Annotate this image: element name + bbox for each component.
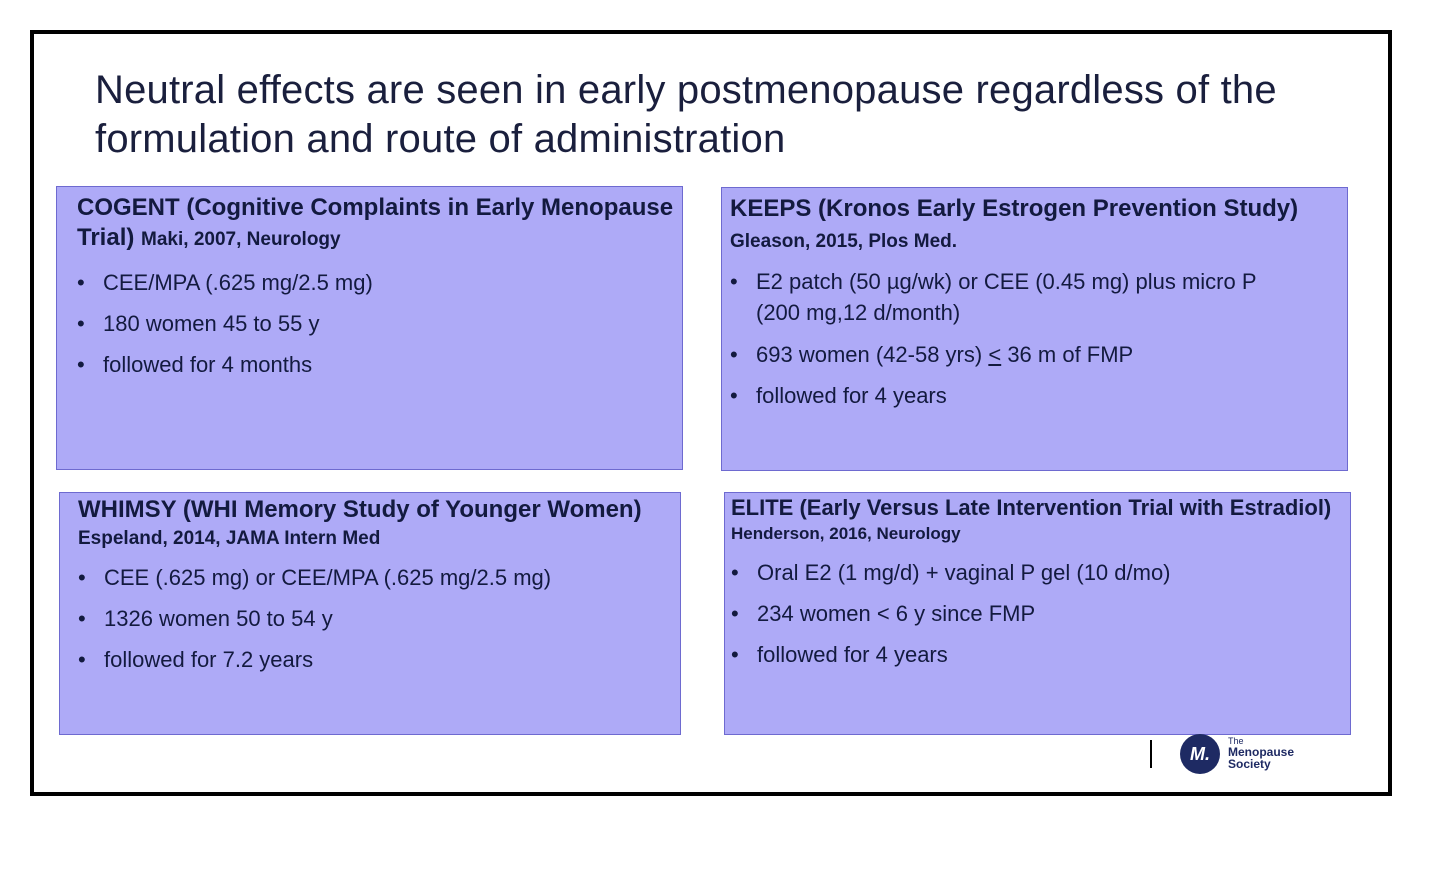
list-item: • followed for 4 months xyxy=(77,352,313,377)
logo-divider xyxy=(1150,740,1152,768)
slide-title: Neutral effects are seen in early postmenopause regardless of the formulation and route of administration xyxy=(95,68,1277,161)
study-box-keeps xyxy=(721,187,1348,471)
list-item: • followed for 4 years xyxy=(730,383,947,408)
bullet-icon: • xyxy=(77,352,85,377)
study-bullets xyxy=(731,558,1350,669)
list-item: • followed for 4 years xyxy=(731,642,948,667)
bullet-icon: • xyxy=(730,383,738,408)
bullet-icon: • xyxy=(77,311,85,336)
bullet-icon: • xyxy=(731,642,739,667)
study-reference: Gleason, 2015, Plos Med. xyxy=(730,231,958,252)
study-reference: Maki, 2007, Neurology xyxy=(141,229,341,250)
study-title: COGENT (Cognitive Complaints in Early Menopause Trial) Maki, 2007, Neurology xyxy=(77,194,674,251)
bullet-icon: • xyxy=(77,270,85,295)
bullet-icon: • xyxy=(731,601,739,626)
study-title: WHIMSY (WHI Memory Study of Younger Women) xyxy=(78,496,642,523)
study-title: ELITE (Early Versus Late Intervention Trial with Estradiol) xyxy=(731,495,1332,520)
list-item: • CEE (.625 mg) or CEE/MPA (.625 mg/2.5 mg) xyxy=(78,565,552,590)
bullet-icon: • xyxy=(78,647,86,672)
study-bullets xyxy=(730,266,1290,410)
logo-wordmark: The Menopause Society xyxy=(1228,736,1295,771)
study-box-elite xyxy=(724,492,1351,735)
bullet-icon: • xyxy=(731,560,739,585)
study-reference: Henderson, 2016, Neurology xyxy=(731,524,961,543)
bullet-icon: • xyxy=(730,269,738,294)
bullet-icon: • xyxy=(730,342,738,367)
list-item: • 1326 women 50 to 54 y xyxy=(78,606,333,631)
study-bullets xyxy=(77,268,682,379)
list-item: • 180 women 45 to 55 y xyxy=(77,311,320,336)
list-item: • 234 women < 6 y since FMP xyxy=(731,601,1036,626)
list-item: • Oral E2 (1 mg/d) + vaginal P gel (10 d/mo) xyxy=(731,560,1171,585)
study-bullets xyxy=(78,563,680,674)
list-item: • 693 women (42-58 yrs) < 36 m of FMP xyxy=(730,342,1134,367)
study-reference: Espeland, 2014, JAMA Intern Med xyxy=(78,528,381,549)
study-box-cogent xyxy=(56,186,683,470)
slide-frame xyxy=(30,30,1392,796)
bullet-icon: • xyxy=(78,565,86,590)
list-item: • followed for 7.2 years xyxy=(78,647,314,672)
menopause-society-logo xyxy=(1150,734,1310,778)
study-box-whimsy xyxy=(59,492,681,735)
less-than-or-equal-sign: < xyxy=(988,342,1002,367)
list-item: • E2 patch (50 µg/wk) or CEE (0.45 mg) plus micro P (200 mg,12 d/month) xyxy=(730,266,1290,328)
menopause-society-logo-icon: M. xyxy=(1180,734,1220,774)
list-item: • CEE/MPA (.625 mg/2.5 mg) xyxy=(77,270,373,295)
study-title: KEEPS (Kronos Early Estrogen Prevention Study) xyxy=(730,195,1299,222)
bullet-icon: • xyxy=(78,606,86,631)
